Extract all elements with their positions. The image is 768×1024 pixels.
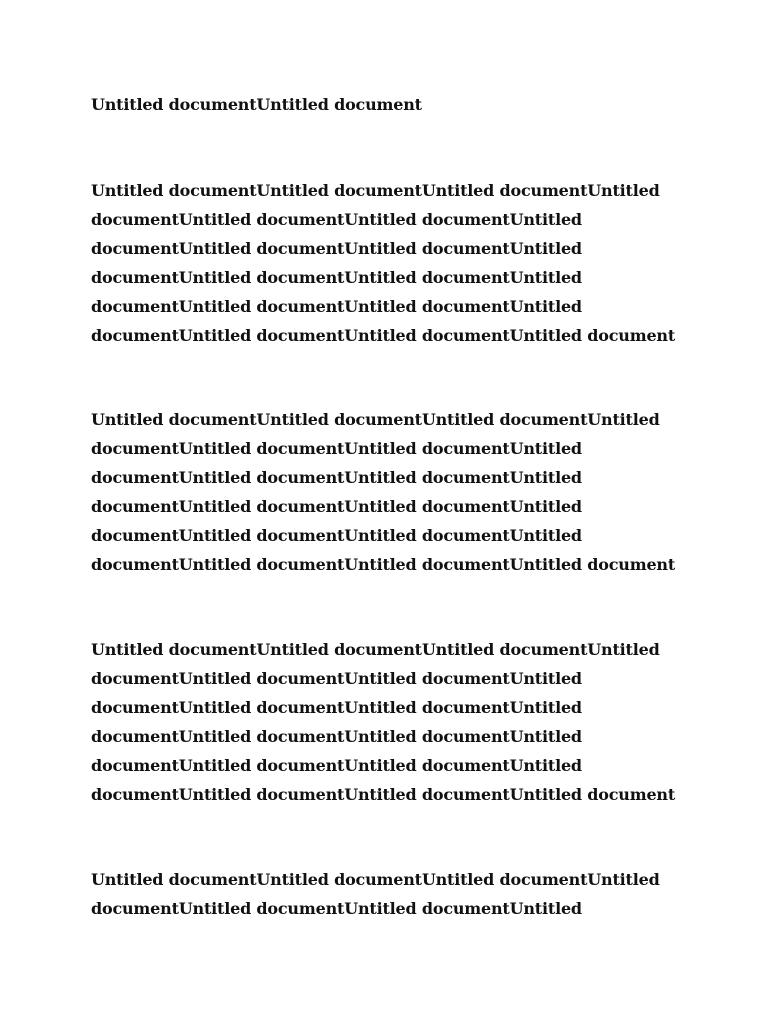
paragraph-line: documentUntitled documentUntitled documentUntitled document (91, 785, 676, 804)
paragraph-line: documentUntitled documentUntitled documentUntitled (91, 297, 582, 316)
paragraph-2 (91, 405, 675, 579)
paragraph-line: documentUntitled documentUntitled documentUntitled document (91, 555, 676, 574)
title-line: Untitled documentUntitled document (91, 95, 422, 114)
paragraph-3 (91, 635, 675, 809)
paragraph-line: documentUntitled documentUntitled documentUntitled (91, 756, 582, 775)
paragraph-line: documentUntitled documentUntitled documentUntitled (91, 439, 582, 458)
paragraph-line: documentUntitled documentUntitled documentUntitled (91, 899, 582, 918)
paragraph-line: Untitled documentUntitled documentUntitled documentUntitled (91, 640, 660, 659)
paragraph-line: documentUntitled documentUntitled documentUntitled (91, 497, 582, 516)
paragraph-line: documentUntitled documentUntitled documentUntitled (91, 698, 582, 717)
paragraph-line: documentUntitled documentUntitled documentUntitled document (91, 326, 676, 345)
paragraph-line: documentUntitled documentUntitled documentUntitled (91, 468, 582, 487)
paragraph-line: documentUntitled documentUntitled documentUntitled (91, 526, 582, 545)
paragraph-4 (91, 865, 660, 923)
paragraph-line: documentUntitled documentUntitled documentUntitled (91, 239, 582, 258)
paragraph-line: documentUntitled documentUntitled documentUntitled (91, 669, 582, 688)
paragraph-line: documentUntitled documentUntitled documentUntitled (91, 210, 582, 229)
paragraph-1 (91, 176, 675, 350)
paragraph-line: Untitled documentUntitled documentUntitled documentUntitled (91, 181, 660, 200)
paragraph-line: Untitled documentUntitled documentUntitled documentUntitled (91, 410, 660, 429)
document-title (91, 90, 422, 119)
paragraph-line: documentUntitled documentUntitled documentUntitled (91, 727, 582, 746)
paragraph-line: Untitled documentUntitled documentUntitled documentUntitled (91, 870, 660, 889)
paragraph-line: documentUntitled documentUntitled documentUntitled (91, 268, 582, 287)
